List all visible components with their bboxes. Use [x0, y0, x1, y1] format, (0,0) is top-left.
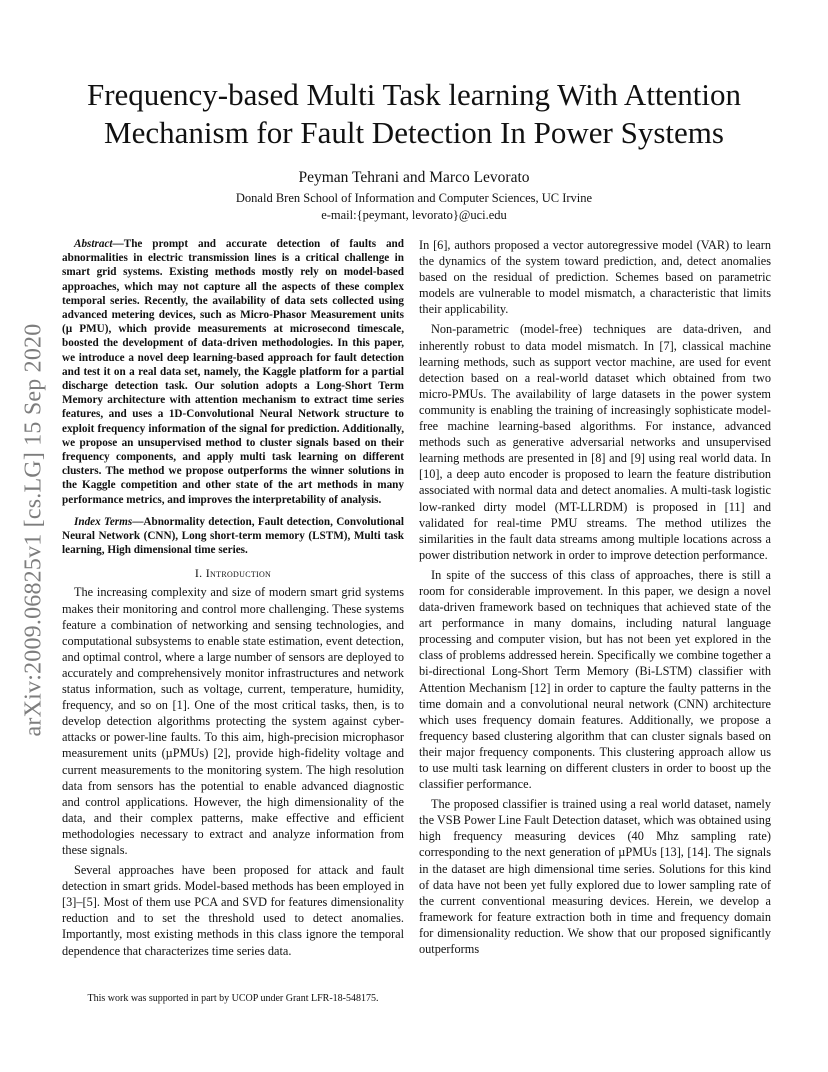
section-heading: [62, 566, 404, 581]
index-terms: [62, 515, 404, 558]
contact-email: e-mail:{peymant, levorato}@uci.edu: [321, 208, 507, 222]
index-terms-label: Index Terms: [74, 515, 133, 528]
title-line-1: Frequency-based Multi Task learning With Attention: [86, 77, 742, 112]
left-column: [62, 237, 404, 959]
abstract-label: Abstract: [74, 238, 113, 250]
section-title: Introduction: [205, 566, 272, 581]
arxiv-identifier: arXiv:2009.06825v1 [cs.LG] 15 Sep 2020: [20, 323, 47, 737]
index-terms-text: —Abnormality detection, Fault detection, Convolutional Neural Network (CNN), Long short-term memory (LSTM), Multi task learning, High dimensional time series.: [62, 515, 404, 557]
right-paragraph-1: In [6], authors proposed a vector autoregressive model (VAR) to learn the dynamics of the system toward prediction, and, detect anomalies based on the residual of prediction. Schemes based on parametric models are vulnerable to model mismatch, a characteristic that limits their applicability.: [419, 238, 771, 317]
right-paragraph-2: Non-parametric (model-free) techniques are data-driven, and inherently robust to data model mismatch. In [7], classical machine learning methods, such as support vector machine, are used for event detection based on a real-world dataset which obtained from two micro-PMUs. The availability of large datasets in the power system community is enabling the training of increasingly sophisticate model-free machine learning-based algorithms. For instance, advanced methods such as generative adversarial networks and unsupervised learning methods are presented in [8] and [9] using real world data. In [10], a deep auto encoder is proposed to learn the feature distribution associated with normal data and detect anomalies. A multi-task logistic low-ranked dirty model (MT-LLRDM) is proposed in [11] and validated for real-time PMU streams. The method utilizes the similarities in the fault data streams among multiple locations across a power distribution network in order to improve detection performance.: [419, 322, 771, 562]
right-paragraph-4: The proposed classifier is trained using a real world dataset, namely the VSB Power Line Fault Detection dataset, which was obtained using high frequency measuring devices (40 Mhz sampling rate) corresponding to the next generation of µPMUs [13], [14]. The signals in the dataset are high dimensional time series. Solutions for this kind of data have not been yet fully explored due to lower sampling rate of the current conventional measuring devices. Herein, we develop a framework for feature extraction both in time and frequency domain for dimensionality reduction. We show that our proposed significantly outperforms: [419, 797, 771, 957]
abstract: [62, 237, 404, 507]
title-line-2: Mechanism for Fault Detection In Power Systems: [104, 115, 724, 150]
intro-paragraph-1: The increasing complexity and size of modern smart grid systems makes their monitoring and control more challenging. These systems feature a combination of networking and sensing technologies, and computational subsystems to enable state estimation, event detection, and optimal control, where a large number of sensors are deployed to accurately and comprehensively monitor infrastructures and network status information, such as voltage, current, temperature, humidity, frequency, and so on [1]. One of the most critical tasks, then, is to develop detection algorithms protecting the system against cyber-attacks or power-line faults. To this aim, high-precision microphasor measurement units (µPMUs) [2], provide high-fidelity voltage and current measurements to the monitoring system. The high resolution data from sensors has the potential to enable advanced diagnostic and control applications. However, the high dimensionality of the data, and their complex patterns, make effective and efficient methodologies necessary to extract and analyze information from these signals.: [62, 585, 404, 857]
right-paragraph-3: In spite of the success of this class of approaches, there is still a room for considerable improvement. In this paper, we design a novel data-driven framework based on techniques that achieved state of the art performance in many domains, including natural language processing and computer vision, but has not been yet explored in the class of problems addressed herein. Specifically we combine together a bi-directional Long-Short Term Memory (Bi-LSTM) classifier with Attention Mechanism [12] in order to capture the faulty patterns in the time domain and a convolutional neural network (CNN) architecture which uses frequency domain features. Additionally, we propose a frequency based clustering algorithm that can cluster signals based on their major frequency components. This clustering approach allow us to use multi task learning on different clusters in order to boost up the classifier performance.: [419, 567, 771, 792]
section-number: I.: [194, 566, 206, 581]
author-list: Peyman Tehrani and Marco Levorato: [298, 169, 530, 186]
paper-title: [40, 76, 788, 152]
abstract-text: —The prompt and accurate detection of faults and abnormalities in electric transmission lines is a critical challenge in smart grid systems. Existing methods mostly rely on model-based approaches, which may not capture all the aspects of these complex temporal series. Recently, the availability of data sets collected using advanced metering devices, such as Micro-Phasor Measurement units (µ PMU), which provide measurements at microsecond timescale, boosted the development of data-driven methodologies. In this paper, we introduce a novel deep learning-based approach for fault detection and test it on a real data set, namely, the Kaggle platform for a partial discharge detection task. Our solution adopts a Long-Short Term Memory architecture with attention mechanism to extract time series features, and uses a 1D-Convolutional Neural Network structure to exploit frequency information of the signal for prediction. Additionally, we propose an unsupervised method to cluster signals based on their frequency components, and apply multi task learning on different clusters. The method we propose outperforms the winner solutions in the Kaggle competition and other state of the art methods in many performance metrics, and improves the interpretability of analysis.: [62, 238, 404, 506]
funding-footnote: This work was supported in part by UCOP under Grant LFR-18-548175.: [87, 993, 379, 1004]
arxiv-sidebar-stamp: [14, 270, 54, 790]
intro-paragraph-2: Several approaches have been proposed for attack and fault detection in smart grids. Model-based methods has been employed in [3]–[5]. Most of them use PCA and SVD for features dimensionality reduction and to set the threshold used to detect anomalies. Importantly, most existing methods in this class ignore the temporal dependence that characterizes time series data.: [62, 863, 404, 958]
affiliation: Donald Bren School of Information and Computer Sciences, UC Irvine: [235, 191, 593, 205]
right-column: [419, 237, 771, 957]
